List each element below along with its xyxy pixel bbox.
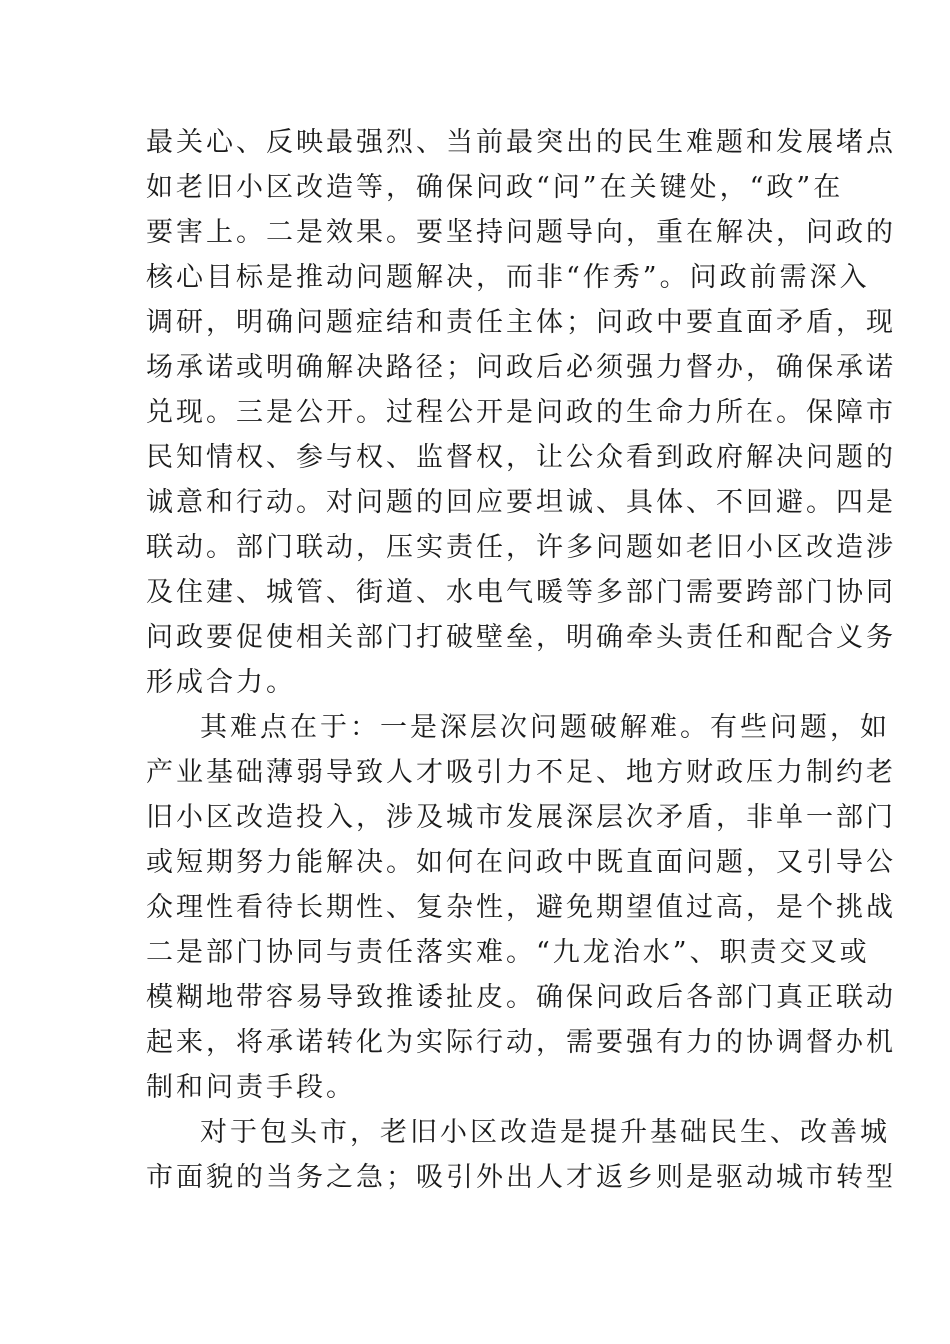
- text-line: 要害上。二是效果。要坚持问题导向，重在解决，问政的: [146, 217, 896, 248]
- text-line: 二是部门协同与责任落实难。“九龙治水”、职责交叉或: [146, 937, 870, 968]
- text-line: 诚意和行动。对问题的回应要坦诚、具体、不回避。四是: [146, 487, 896, 518]
- text-line: 产业基础薄弱导致人才吸引力不足、地方财政压力制约老: [146, 757, 896, 788]
- text-line: 问政要促使相关部门打破壁垒，明确牵头责任和配合义务: [146, 622, 896, 653]
- text-line: 起来，将承诺转化为实际行动，需要强有力的协调督办机: [146, 1027, 896, 1058]
- text-line: 众理性看待长期性、复杂性，避免期望值过高，是个挑战: [146, 892, 896, 923]
- text-line: 如老旧小区改造等，确保问政“问”在关键处，“政”在: [146, 172, 844, 203]
- text-line: 场承诺或明确解决路径；问政后必须强力督办，确保承诺: [146, 352, 896, 383]
- text-line: 制和问责手段。: [146, 1072, 356, 1103]
- text-line: 兑现。三是公开。过程公开是问政的生命力所在。保障市: [146, 397, 896, 428]
- body-text: [146, 120, 896, 1200]
- paragraph-first-line: 其难点在于：一是深层次问题破解难。有些问题，如: [200, 712, 890, 743]
- text-line: 旧小区改造投入，涉及城市发展深层次矛盾，非单一部门: [146, 802, 896, 833]
- text-line: 市面貌的当务之急；吸引外出人才返乡则是驱动城市转型: [146, 1162, 896, 1193]
- text-line: 最关心、反映最强烈、当前最突出的民生难题和发展堵点: [146, 127, 896, 158]
- text-line: 联动。部门联动，压实责任，许多问题如老旧小区改造涉: [146, 532, 896, 563]
- text-line: 民知情权、参与权、监督权，让公众看到政府解决问题的: [146, 442, 896, 473]
- text-line: 调研，明确问题症结和责任主体；问政中要直面矛盾，现: [146, 307, 896, 338]
- text-line: 及住建、城管、街道、水电气暖等多部门需要跨部门协同: [146, 577, 896, 608]
- text-line: 或短期努力能解决。如何在问政中既直面问题，又引导公: [146, 847, 896, 878]
- text-line: 模糊地带容易导致推诿扯皮。确保问政后各部门真正联动: [146, 982, 896, 1013]
- text-line: 形成合力。: [146, 667, 296, 698]
- paragraph-first-line: 对于包头市，老旧小区改造是提升基础民生、改善城: [200, 1117, 890, 1148]
- text-line: 核心目标是推动问题解决，而非“作秀”。问政前需深入: [146, 262, 870, 293]
